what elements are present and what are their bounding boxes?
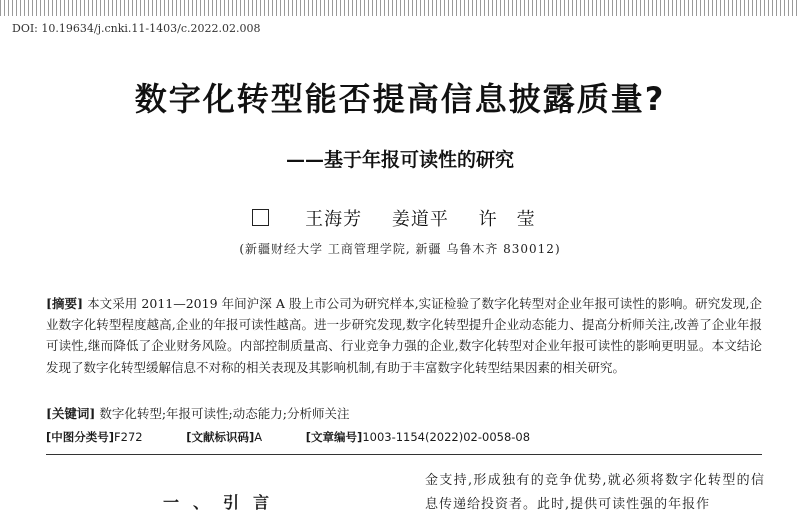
divider: [46, 454, 762, 455]
author-affiliation: (新疆财经大学 工商管理学院, 新疆 乌鲁木齐 830012): [239, 242, 561, 256]
author-name: 王海芳: [305, 209, 363, 230]
paper-title: 数字化转型能否提高信息披露质量?: [134, 80, 666, 118]
document-code: [文献标识码]A: [186, 430, 263, 444]
author-name: 姜道平: [391, 209, 449, 230]
abstract-text: 本文采用 2011—2019 年间沪深 A 股上市公司为研究样本,实证检验了数字化转型对企业年报可读性的影响。研究发现,企业数字化转型程度越高,企业的年报可读性越高。进一步研究发现,数字化转型提升企业动态能力、提高分析师关注,改善了企业年报可读性,继而降低了企业财务风险。内部控制质量高、行业竞争力强的企业,数字化转型对企业年报可读性的影响更明显。本文结论发现了数字化转型缓解信息不对称的相关表现及其影响机制,有助于丰富数字化转型结果因素的相关研究。: [46, 296, 762, 375]
body-text-right-column: 金支持,形成独有的竞争优势,就必须将数字化转型的信息传递给投资者。此时,提供可读性强的年报作: [425, 473, 765, 512]
top-hatch-bar: [0, 0, 800, 16]
keywords-label: [关键词]: [46, 406, 96, 421]
keywords-line: [46, 403, 762, 424]
author-line: [0, 205, 800, 231]
keywords-text: 数字化转型;年报可读性;动态能力;分析师关注: [99, 406, 350, 421]
doi-line: DOI: 10.19634/j.cnki.11-1403/c.2022.02.008: [12, 22, 261, 35]
section-heading: 一、引言: [163, 493, 284, 512]
author-name: 许 莹: [478, 209, 536, 230]
abstract-label: [摘要]: [46, 296, 84, 311]
paper-subtitle: ——基于年报可读性的研究: [285, 149, 514, 171]
abstract-block: [46, 293, 762, 378]
square-icon: [252, 209, 269, 226]
article-number: [文章编号]1003-1154(2022)02-0058-08: [305, 430, 531, 444]
classification-line: [46, 428, 762, 446]
clc-number: [中图分类号]F272: [46, 430, 143, 444]
